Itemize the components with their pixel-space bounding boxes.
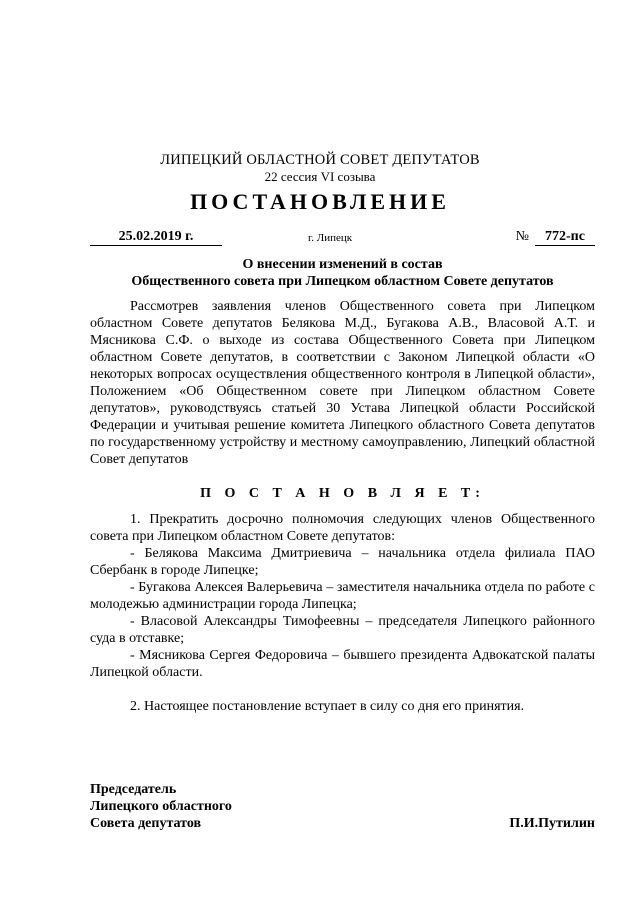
resolution-clauses <box>90 511 595 715</box>
number-value: 772-пс <box>535 228 595 246</box>
document-number <box>516 228 595 246</box>
member-item: - Мясникова Сергея Федоровича – бывшего президента Адвокатской палаты Липецкой области. <box>90 648 595 680</box>
document-date: 25.02.2019 г. <box>90 228 222 246</box>
resolve-heading: П О С Т А Н О В Л Я Е Т: <box>200 486 485 501</box>
signer-name: П.И.Путилин <box>509 816 595 831</box>
member-item: - Власовой Александры Тимофеевны – председателя Липецкого районного суда в отставке; <box>90 614 595 646</box>
signer-title-line-3: Совета депутатов <box>90 816 202 831</box>
preamble-text: Рассмотрев заявления членов Общественного совета при Липецком областном Совете депутатов Белякова М.Д., Бугакова А.В., Власовой А.Т. и Мясникова С.Ф. о выходе из состава Общественного Совета при Липецком областном Совете депутатов, в соответствии с Законом Липецкой области «О некоторых вопросах осуществления общественного контроля в Липецкой области», Положением «Об Общественном совете при Липецком областном Совете депутатов», руководствуясь статьей 30 Устава Липецкой области Российской Федерации и учитывая решение комитета Липецкого областного Совета депутатов по государственному устройству и местному самоуправлению, Липецкий областной Совет депутатов <box>90 299 595 467</box>
title-line-2: Общественного совета при Липецком областном Совете депутатов <box>131 274 554 289</box>
document-city: г. Липецк <box>308 232 353 244</box>
document-header <box>0 151 640 217</box>
member-item: - Бугакова Алексея Валерьевича – заместителя начальника отдела по работе с молодежью администрации города Липецка; <box>90 580 595 612</box>
clause-1: 1. Прекратить досрочно полномочия следующих членов Общественного совета при Липецком областном Совете депутатов: <box>90 512 595 544</box>
document-type: ПОСТАНОВЛЕНИЕ <box>190 189 450 214</box>
clause-2: 2. Настоящее постановление вступает в силу со дня его принятия. <box>130 699 525 714</box>
signature-block <box>90 781 595 832</box>
signer-title-line-1: Председатель <box>90 782 177 797</box>
document-title <box>90 256 595 290</box>
document-meta <box>90 228 595 248</box>
preamble <box>90 298 595 468</box>
number-sign: № <box>515 229 529 244</box>
member-item: - Белякова Максима Дмитриевича – начальника отдела филиала ПАО Сбербанк в городе Липецке; <box>90 546 595 578</box>
signer-title-line-2: Липецкого областного <box>90 799 232 814</box>
council-name: ЛИПЕЦКИЙ ОБЛАСТНОЙ СОВЕТ ДЕПУТАТОВ <box>160 152 480 168</box>
title-line-1: О внесении изменений в состав <box>242 257 443 272</box>
session-info: 22 сессия VI созыва <box>264 169 376 184</box>
